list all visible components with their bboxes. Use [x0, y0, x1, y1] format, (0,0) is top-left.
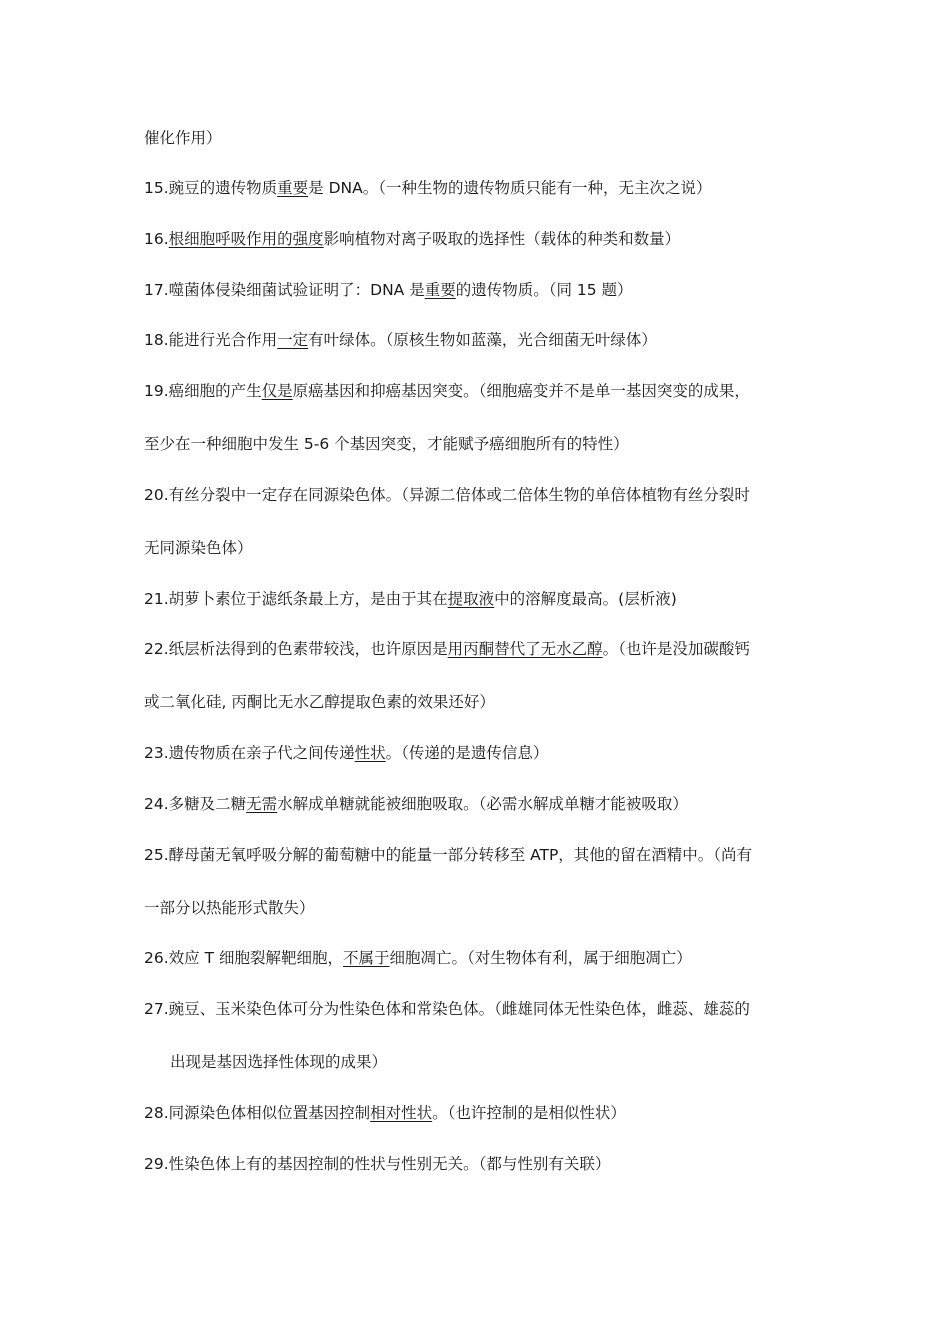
text-segment: 25.酵母菌无氧呼吸分解的葡萄糖中的能量一部分转移至 ATP，其他的留在酒精中。（尚有 — [144, 846, 753, 864]
text-segment: 有叶绿体。（原核生物如蓝藻，光合细菌无叶绿体） — [308, 331, 657, 349]
text-line — [144, 948, 692, 968]
text-line — [144, 381, 750, 401]
text-segment: 或二氧化硅, 丙酮比无水乙醇提取色素的效果还好） — [144, 693, 495, 711]
underlined-segment: 不属于 — [342, 949, 390, 967]
text-line — [170, 1052, 387, 1072]
text-segment: 水解成单糖就能被细胞吸取。（必需水解成单糖才能被吸取） — [277, 795, 688, 813]
text-line — [144, 1103, 626, 1123]
text-segment: 18.能进行光合作用 — [144, 331, 278, 349]
underlined-segment: 根细胞呼吸作用的强度 — [168, 230, 324, 248]
text-line — [144, 178, 711, 198]
text-line — [144, 692, 495, 712]
text-line — [144, 330, 657, 350]
text-segment: 细胞凋亡。（对生物体有利，属于细胞凋亡） — [389, 949, 692, 967]
underlined-segment: 相对性状 — [370, 1104, 433, 1122]
underlined-segment: 重要 — [277, 179, 309, 197]
text-line — [144, 280, 633, 300]
text-segment: 26.效应 T 细胞裂解靶细胞， — [144, 949, 343, 967]
underlined-segment: 仅是 — [261, 382, 293, 400]
text-segment: 17.噬菌体侵染细菌试验证明了：DNA 是 — [144, 281, 425, 299]
text-segment: 。（也许控制的是相似性状） — [432, 1104, 626, 1122]
text-segment: 21.胡萝卜素位于滤纸条最上方，是由于其在 — [144, 590, 448, 608]
text-line — [144, 1154, 610, 1174]
text-segment: 至少在一种细胞中发生 5-6 个基因突变，才能赋予癌细胞所有的特性） — [144, 435, 629, 453]
text-segment: 15.豌豆的遗传物质 — [144, 179, 278, 197]
text-line — [144, 128, 222, 148]
text-segment: 28.同源染色体相似位置基因控制 — [144, 1104, 371, 1122]
text-segment: 22.纸层析法得到的色素带较浅，也许原因是 — [144, 640, 448, 658]
text-segment: 。（也许是没加碳酸钙 — [602, 640, 750, 658]
text-line — [144, 229, 680, 249]
text-segment: 29.性染色体上有的基因控制的性状与性别无关。（都与性别有关联） — [144, 1155, 611, 1173]
text-line — [144, 845, 752, 865]
text-line — [144, 743, 548, 763]
text-line — [144, 999, 750, 1019]
underlined-segment: 无需 — [246, 795, 278, 813]
underlined-segment: 性状 — [354, 744, 386, 762]
text-line — [144, 794, 688, 814]
text-segment: 20.有丝分裂中一定存在同源染色体。（异源二倍体或二倍体生物的单倍体植物有丝分裂时 — [144, 486, 750, 504]
text-segment: 出现是基因选择性体现的成果） — [170, 1053, 388, 1071]
underlined-segment: 重要 — [424, 281, 456, 299]
underlined-segment: 提取液 — [447, 590, 495, 608]
text-segment: 原癌基因和抑癌基因突变。（细胞癌变并不是单一基因突变的成果， — [292, 382, 750, 400]
text-line — [144, 589, 677, 609]
text-line — [144, 434, 629, 454]
text-segment: 中的溶解度最高。(层析液) — [494, 590, 677, 608]
text-segment: 23.遗传物质在亲子代之间传递 — [144, 744, 355, 762]
text-line — [144, 639, 750, 659]
text-segment: 24.多糖及二糖 — [144, 795, 247, 813]
text-segment: 催化作用） — [144, 129, 222, 147]
text-segment: 影响植物对离子吸取的选择性（载体的种类和数量） — [323, 230, 681, 248]
text-segment: 27.豌豆、玉米染色体可分为性染色体和常染色体。（雌雄同体无性染色体，雌蕊、雄蕊的 — [144, 1000, 750, 1018]
text-segment: 。（传递的是遗传信息） — [385, 744, 549, 762]
text-segment: 的遗传物质。（同 15 题） — [455, 281, 633, 299]
text-segment: 是 DNA。（一种生物的遗传物质只能有一种，无主次之说） — [308, 179, 712, 197]
text-segment: 16. — [144, 230, 169, 248]
text-segment: 无同源染色体） — [144, 539, 253, 557]
underlined-segment: 用丙酮替代了无水乙醇 — [447, 640, 603, 658]
underlined-segment: 一定 — [277, 331, 309, 349]
text-segment: 一部分以热能形式散失） — [144, 899, 315, 917]
text-segment: 19.癌细胞的产生 — [144, 382, 262, 400]
text-line — [144, 898, 315, 918]
text-line — [144, 485, 750, 505]
text-line — [144, 538, 253, 558]
